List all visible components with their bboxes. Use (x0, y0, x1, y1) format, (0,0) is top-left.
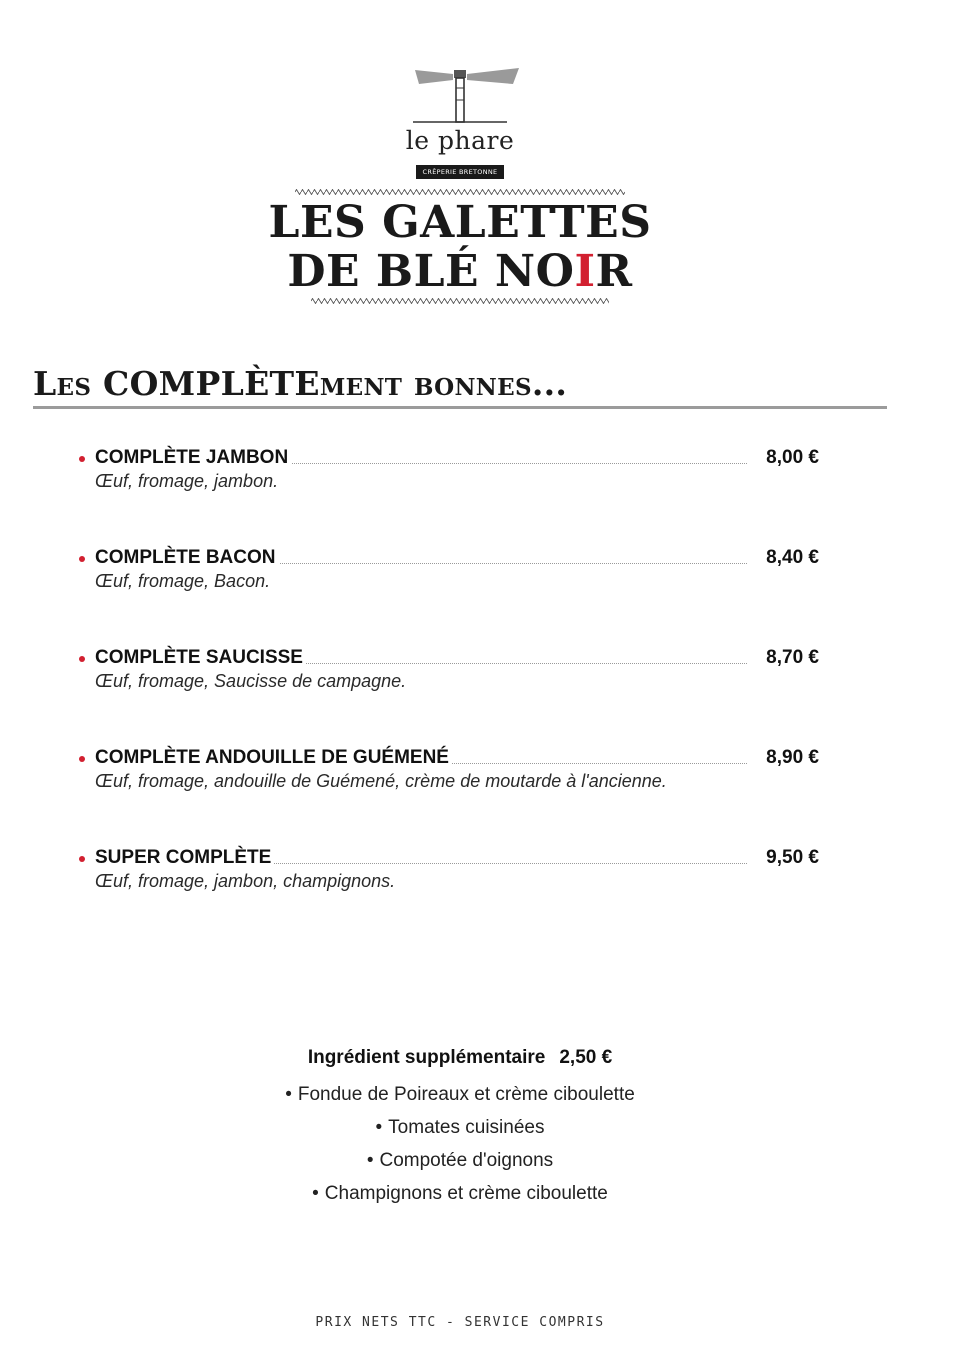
bullet-icon (79, 856, 85, 862)
item-price: 9,50 € (766, 847, 819, 868)
list-item: • Champignons et crème ciboulette (200, 1177, 720, 1210)
menu-item (79, 446, 819, 516)
item-price: 8,40 € (766, 547, 819, 568)
extras-block (200, 1044, 720, 1210)
item-price: 8,70 € (766, 647, 819, 668)
title-border-bottom (311, 298, 609, 304)
item-description: Œuf, fromage, jambon, champignons. (95, 871, 396, 891)
item-name: SUPER COMPLÈTE (95, 846, 274, 870)
title-accent-letter: I (574, 246, 596, 297)
item-name: COMPLÈTE ANDOUILLE DE GUÉMENÉ (95, 746, 452, 770)
bullet-icon (79, 756, 85, 762)
lighthouse-icon (395, 64, 525, 126)
title-line-2: DE BLÉ NOIR (287, 246, 633, 297)
extras-heading (200, 1044, 720, 1072)
list-item: • Compotée d'oignons (200, 1144, 720, 1177)
item-description: Œuf, fromage, jambon. (95, 471, 279, 491)
footer-note: PRIX NETS TTC - SERVICE COMPRIS (315, 1315, 605, 1330)
menu-item (79, 846, 819, 916)
menu-item (79, 646, 819, 716)
title-border-top (295, 189, 625, 195)
title-line-1: LES GALETTES (268, 197, 652, 248)
extras-label: Ingrédient supplémentaire (307, 1047, 546, 1068)
menu-item (79, 546, 819, 616)
logo-tagline: CRÊPERIE BRETONNE (416, 165, 504, 179)
item-description: Œuf, fromage, Saucisse de campagne. (95, 671, 407, 691)
bullet-icon (79, 656, 85, 662)
item-description: Œuf, fromage, andouille de Guémené, crème de moutarde à l'ancienne. (95, 771, 667, 791)
list-item: • Tomates cuisinées (200, 1111, 720, 1144)
logo-name: le phare (405, 126, 515, 155)
item-name: COMPLÈTE BACON (95, 546, 279, 570)
extras-price: 2,50 € (559, 1047, 613, 1068)
item-name: COMPLÈTE SAUCISSE (95, 646, 306, 670)
item-description: Œuf, fromage, Bacon. (95, 571, 271, 591)
item-price: 8,00 € (766, 447, 819, 468)
item-price: 8,90 € (766, 747, 819, 768)
extras-list (200, 1078, 720, 1210)
list-item: • Fondue de Poireaux et crème ciboulette (200, 1078, 720, 1111)
item-name: COMPLÈTE JAMBON (95, 446, 291, 470)
section-divider (33, 406, 887, 409)
menu-item (79, 746, 819, 816)
bullet-icon (79, 456, 85, 462)
restaurant-logo (395, 64, 525, 184)
bullet-icon (79, 556, 85, 562)
section-heading: Les COMPLÈTEment bonnes... (33, 364, 568, 403)
